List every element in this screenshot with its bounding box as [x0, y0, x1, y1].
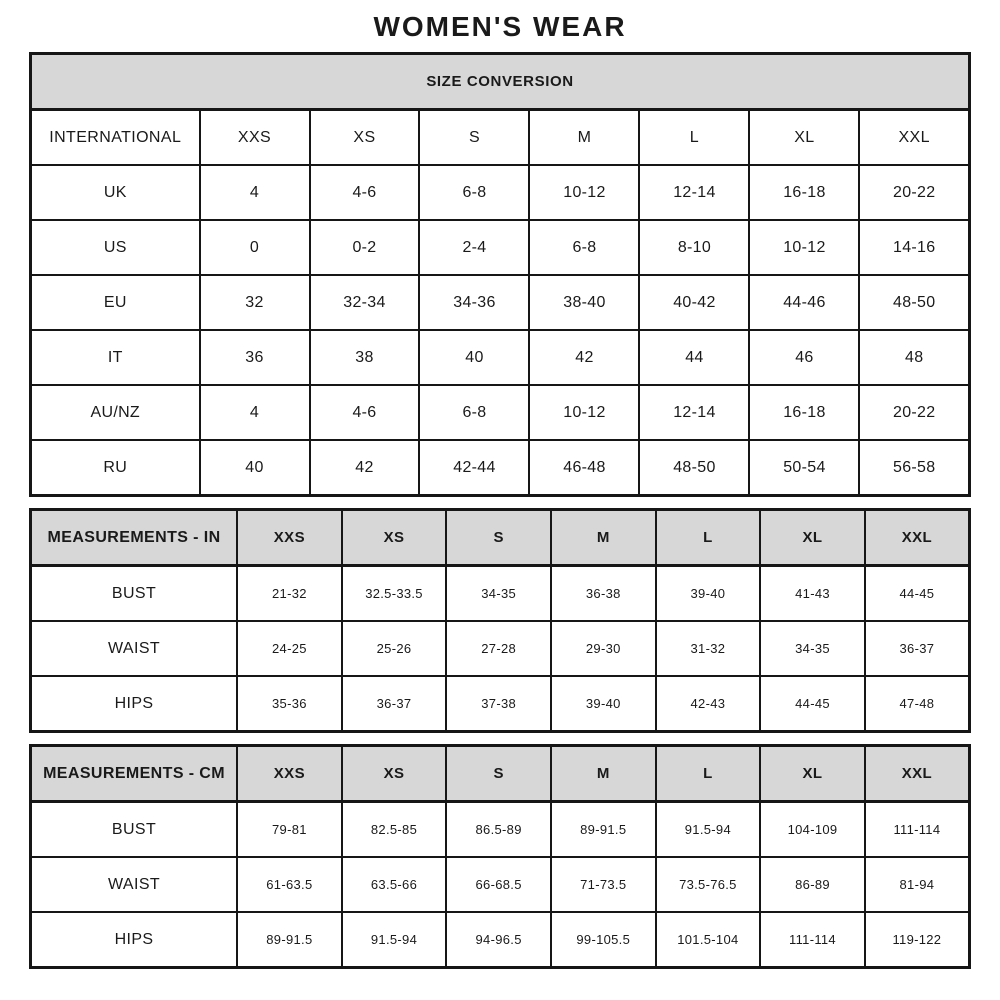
- value-cell: 35-36: [237, 676, 342, 732]
- value-cell: 86.5-89: [446, 802, 551, 858]
- value-cell: 34-35: [446, 566, 551, 622]
- column-header: L: [656, 510, 761, 566]
- value-cell: 42-43: [656, 676, 761, 732]
- value-cell: 39-40: [656, 566, 761, 622]
- row-label: HIPS: [31, 676, 238, 732]
- table-row: [31, 440, 970, 496]
- value-cell: 27-28: [446, 621, 551, 676]
- value-cell: 48-50: [639, 440, 749, 496]
- row-label: UK: [31, 165, 200, 220]
- value-cell: 71-73.5: [551, 857, 656, 912]
- value-cell: 32: [200, 275, 310, 330]
- value-cell: 47-48: [865, 676, 970, 732]
- value-cell: 111-114: [865, 802, 970, 858]
- value-cell: 38-40: [529, 275, 639, 330]
- value-cell: 46: [749, 330, 859, 385]
- measurements-in-table: [29, 508, 971, 733]
- table-row: [31, 676, 970, 732]
- table-row: [31, 857, 970, 912]
- table-row: [31, 566, 970, 622]
- column-header: XXS: [200, 110, 310, 166]
- row-label: BUST: [31, 802, 238, 858]
- column-header: S: [419, 110, 529, 166]
- column-header: M: [551, 746, 656, 802]
- value-cell: 81-94: [865, 857, 970, 912]
- value-cell: 82.5-85: [342, 802, 447, 858]
- value-cell: 10-12: [529, 385, 639, 440]
- value-cell: 40: [419, 330, 529, 385]
- size-chart-page: [29, 0, 971, 994]
- value-cell: 94-96.5: [446, 912, 551, 968]
- value-cell: 4: [200, 385, 310, 440]
- value-cell: 73.5-76.5: [656, 857, 761, 912]
- value-cell: 21-32: [237, 566, 342, 622]
- column-header: XL: [760, 746, 865, 802]
- value-cell: 38: [310, 330, 420, 385]
- value-cell: 6-8: [419, 165, 529, 220]
- value-cell: 40: [200, 440, 310, 496]
- header-row: [31, 510, 970, 566]
- value-cell: 66-68.5: [446, 857, 551, 912]
- value-cell: 48-50: [859, 275, 969, 330]
- column-header: S: [446, 746, 551, 802]
- row-label: IT: [31, 330, 200, 385]
- value-cell: 36-38: [551, 566, 656, 622]
- value-cell: 41-43: [760, 566, 865, 622]
- value-cell: 36-37: [342, 676, 447, 732]
- value-cell: 44-45: [760, 676, 865, 732]
- table-row: [31, 385, 970, 440]
- value-cell: 0-2: [310, 220, 420, 275]
- value-cell: 79-81: [237, 802, 342, 858]
- value-cell: 34-36: [419, 275, 529, 330]
- value-cell: 20-22: [859, 385, 969, 440]
- table-row: [31, 621, 970, 676]
- table-row: [31, 165, 970, 220]
- value-cell: 40-42: [639, 275, 749, 330]
- column-header: L: [656, 746, 761, 802]
- value-cell: 36-37: [865, 621, 970, 676]
- value-cell: 32-34: [310, 275, 420, 330]
- value-cell: 89-91.5: [551, 802, 656, 858]
- value-cell: 91.5-94: [656, 802, 761, 858]
- value-cell: 0: [200, 220, 310, 275]
- column-header: S: [446, 510, 551, 566]
- row-label: AU/NZ: [31, 385, 200, 440]
- value-cell: 12-14: [639, 385, 749, 440]
- table-row: [31, 802, 970, 858]
- value-cell: 111-114: [760, 912, 865, 968]
- value-cell: 16-18: [749, 385, 859, 440]
- value-cell: 14-16: [859, 220, 969, 275]
- value-cell: 86-89: [760, 857, 865, 912]
- value-cell: 2-4: [419, 220, 529, 275]
- header-row: [31, 746, 970, 802]
- value-cell: 20-22: [859, 165, 969, 220]
- column-header: M: [551, 510, 656, 566]
- row-label: US: [31, 220, 200, 275]
- value-cell: 50-54: [749, 440, 859, 496]
- row-label: WAIST: [31, 621, 238, 676]
- row-label: BUST: [31, 566, 238, 622]
- value-cell: 44-45: [865, 566, 970, 622]
- header-title-cell: MEASUREMENTS - CM: [31, 746, 238, 802]
- column-header: XXL: [865, 746, 970, 802]
- value-cell: 6-8: [529, 220, 639, 275]
- value-cell: 39-40: [551, 676, 656, 732]
- column-header: XXS: [237, 746, 342, 802]
- value-cell: 46-48: [529, 440, 639, 496]
- column-header: XXS: [237, 510, 342, 566]
- value-cell: 4-6: [310, 385, 420, 440]
- header-title-cell: INTERNATIONAL: [31, 110, 200, 166]
- value-cell: 91.5-94: [342, 912, 447, 968]
- row-label: HIPS: [31, 912, 238, 968]
- column-header: XXL: [859, 110, 969, 166]
- table-row: [31, 275, 970, 330]
- value-cell: 12-14: [639, 165, 749, 220]
- row-label: EU: [31, 275, 200, 330]
- value-cell: 4: [200, 165, 310, 220]
- value-cell: 99-105.5: [551, 912, 656, 968]
- value-cell: 34-35: [760, 621, 865, 676]
- value-cell: 10-12: [529, 165, 639, 220]
- row-label: WAIST: [31, 857, 238, 912]
- value-cell: 37-38: [446, 676, 551, 732]
- size-conversion-table: [29, 52, 971, 497]
- column-header: XL: [760, 510, 865, 566]
- value-cell: 25-26: [342, 621, 447, 676]
- value-cell: 6-8: [419, 385, 529, 440]
- value-cell: 44: [639, 330, 749, 385]
- value-cell: 36: [200, 330, 310, 385]
- value-cell: 42: [529, 330, 639, 385]
- value-cell: 104-109: [760, 802, 865, 858]
- value-cell: 42: [310, 440, 420, 496]
- column-header: XXL: [865, 510, 970, 566]
- value-cell: 4-6: [310, 165, 420, 220]
- column-header: XS: [310, 110, 420, 166]
- column-header: L: [639, 110, 749, 166]
- table-row: [31, 220, 970, 275]
- value-cell: 56-58: [859, 440, 969, 496]
- value-cell: 42-44: [419, 440, 529, 496]
- page-title: WOMEN'S WEAR: [373, 11, 627, 42]
- column-header: XS: [342, 746, 447, 802]
- value-cell: 10-12: [749, 220, 859, 275]
- value-cell: 31-32: [656, 621, 761, 676]
- table-row: [31, 330, 970, 385]
- measurements-cm-table: [29, 744, 971, 969]
- value-cell: 29-30: [551, 621, 656, 676]
- value-cell: 119-122: [865, 912, 970, 968]
- header-row: [31, 110, 970, 166]
- table-banner: SIZE CONVERSION: [31, 54, 970, 110]
- column-header: M: [529, 110, 639, 166]
- value-cell: 32.5-33.5: [342, 566, 447, 622]
- row-label: RU: [31, 440, 200, 496]
- value-cell: 63.5-66: [342, 857, 447, 912]
- value-cell: 89-91.5: [237, 912, 342, 968]
- column-header: XS: [342, 510, 447, 566]
- table-row: [31, 912, 970, 968]
- column-header: XL: [749, 110, 859, 166]
- value-cell: 24-25: [237, 621, 342, 676]
- table-banner-row: [31, 54, 970, 110]
- value-cell: 101.5-104: [656, 912, 761, 968]
- value-cell: 61-63.5: [237, 857, 342, 912]
- value-cell: 48: [859, 330, 969, 385]
- value-cell: 8-10: [639, 220, 749, 275]
- value-cell: 44-46: [749, 275, 859, 330]
- header-title-cell: MEASUREMENTS - IN: [31, 510, 238, 566]
- value-cell: 16-18: [749, 165, 859, 220]
